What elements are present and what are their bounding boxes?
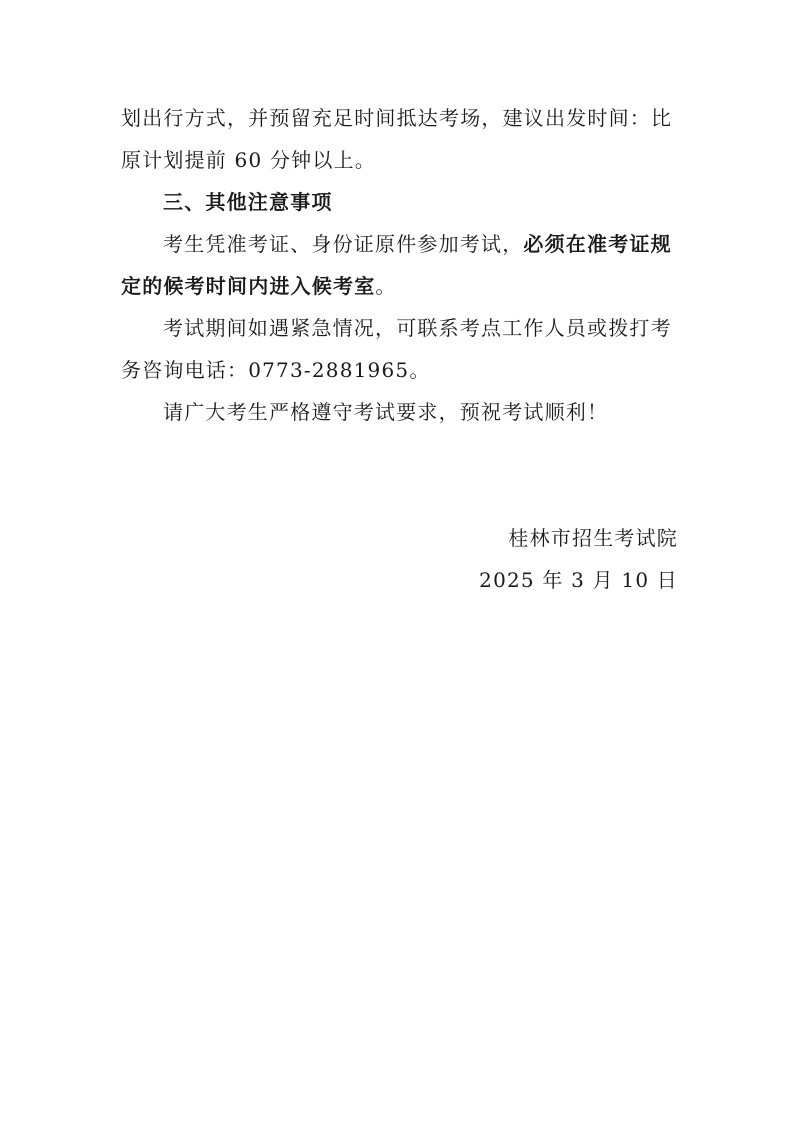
paragraph-documents-emphasis-cont: 定的候考时间内进入候考室	[121, 274, 376, 298]
paragraph-travel-line-2: 原计划提前 60 分钟以上。	[121, 148, 376, 172]
paragraph-emergency-line-2: 务咨询电话：0773-2881965。	[121, 358, 431, 382]
paragraph-documents-emphasis: 必须在准考证规	[523, 232, 672, 256]
signature-date: 2025 年 3 月 10 日	[479, 568, 678, 592]
signature-organization: 桂林市招生考试院	[508, 526, 678, 550]
paragraph-documents-end: 。	[375, 274, 397, 298]
paragraph-documents-line-2	[121, 272, 681, 300]
paragraph-closing: 请广大考生严格遵守考试要求，预祝考试顺利！	[163, 400, 609, 424]
paragraph-travel-line-1: 划出行方式，并预留充足时间抵达考场，建议出发时间：比	[121, 106, 673, 130]
paragraph-documents-text: 考生凭准考证、身份证原件参加考试，	[163, 232, 524, 256]
paragraph-documents-line-1	[163, 230, 723, 258]
paragraph-emergency-line-1: 考试期间如遇紧急情况，可联系考点工作人员或拨打考	[163, 316, 672, 340]
section-heading: 三、其他注意事项	[163, 190, 333, 214]
